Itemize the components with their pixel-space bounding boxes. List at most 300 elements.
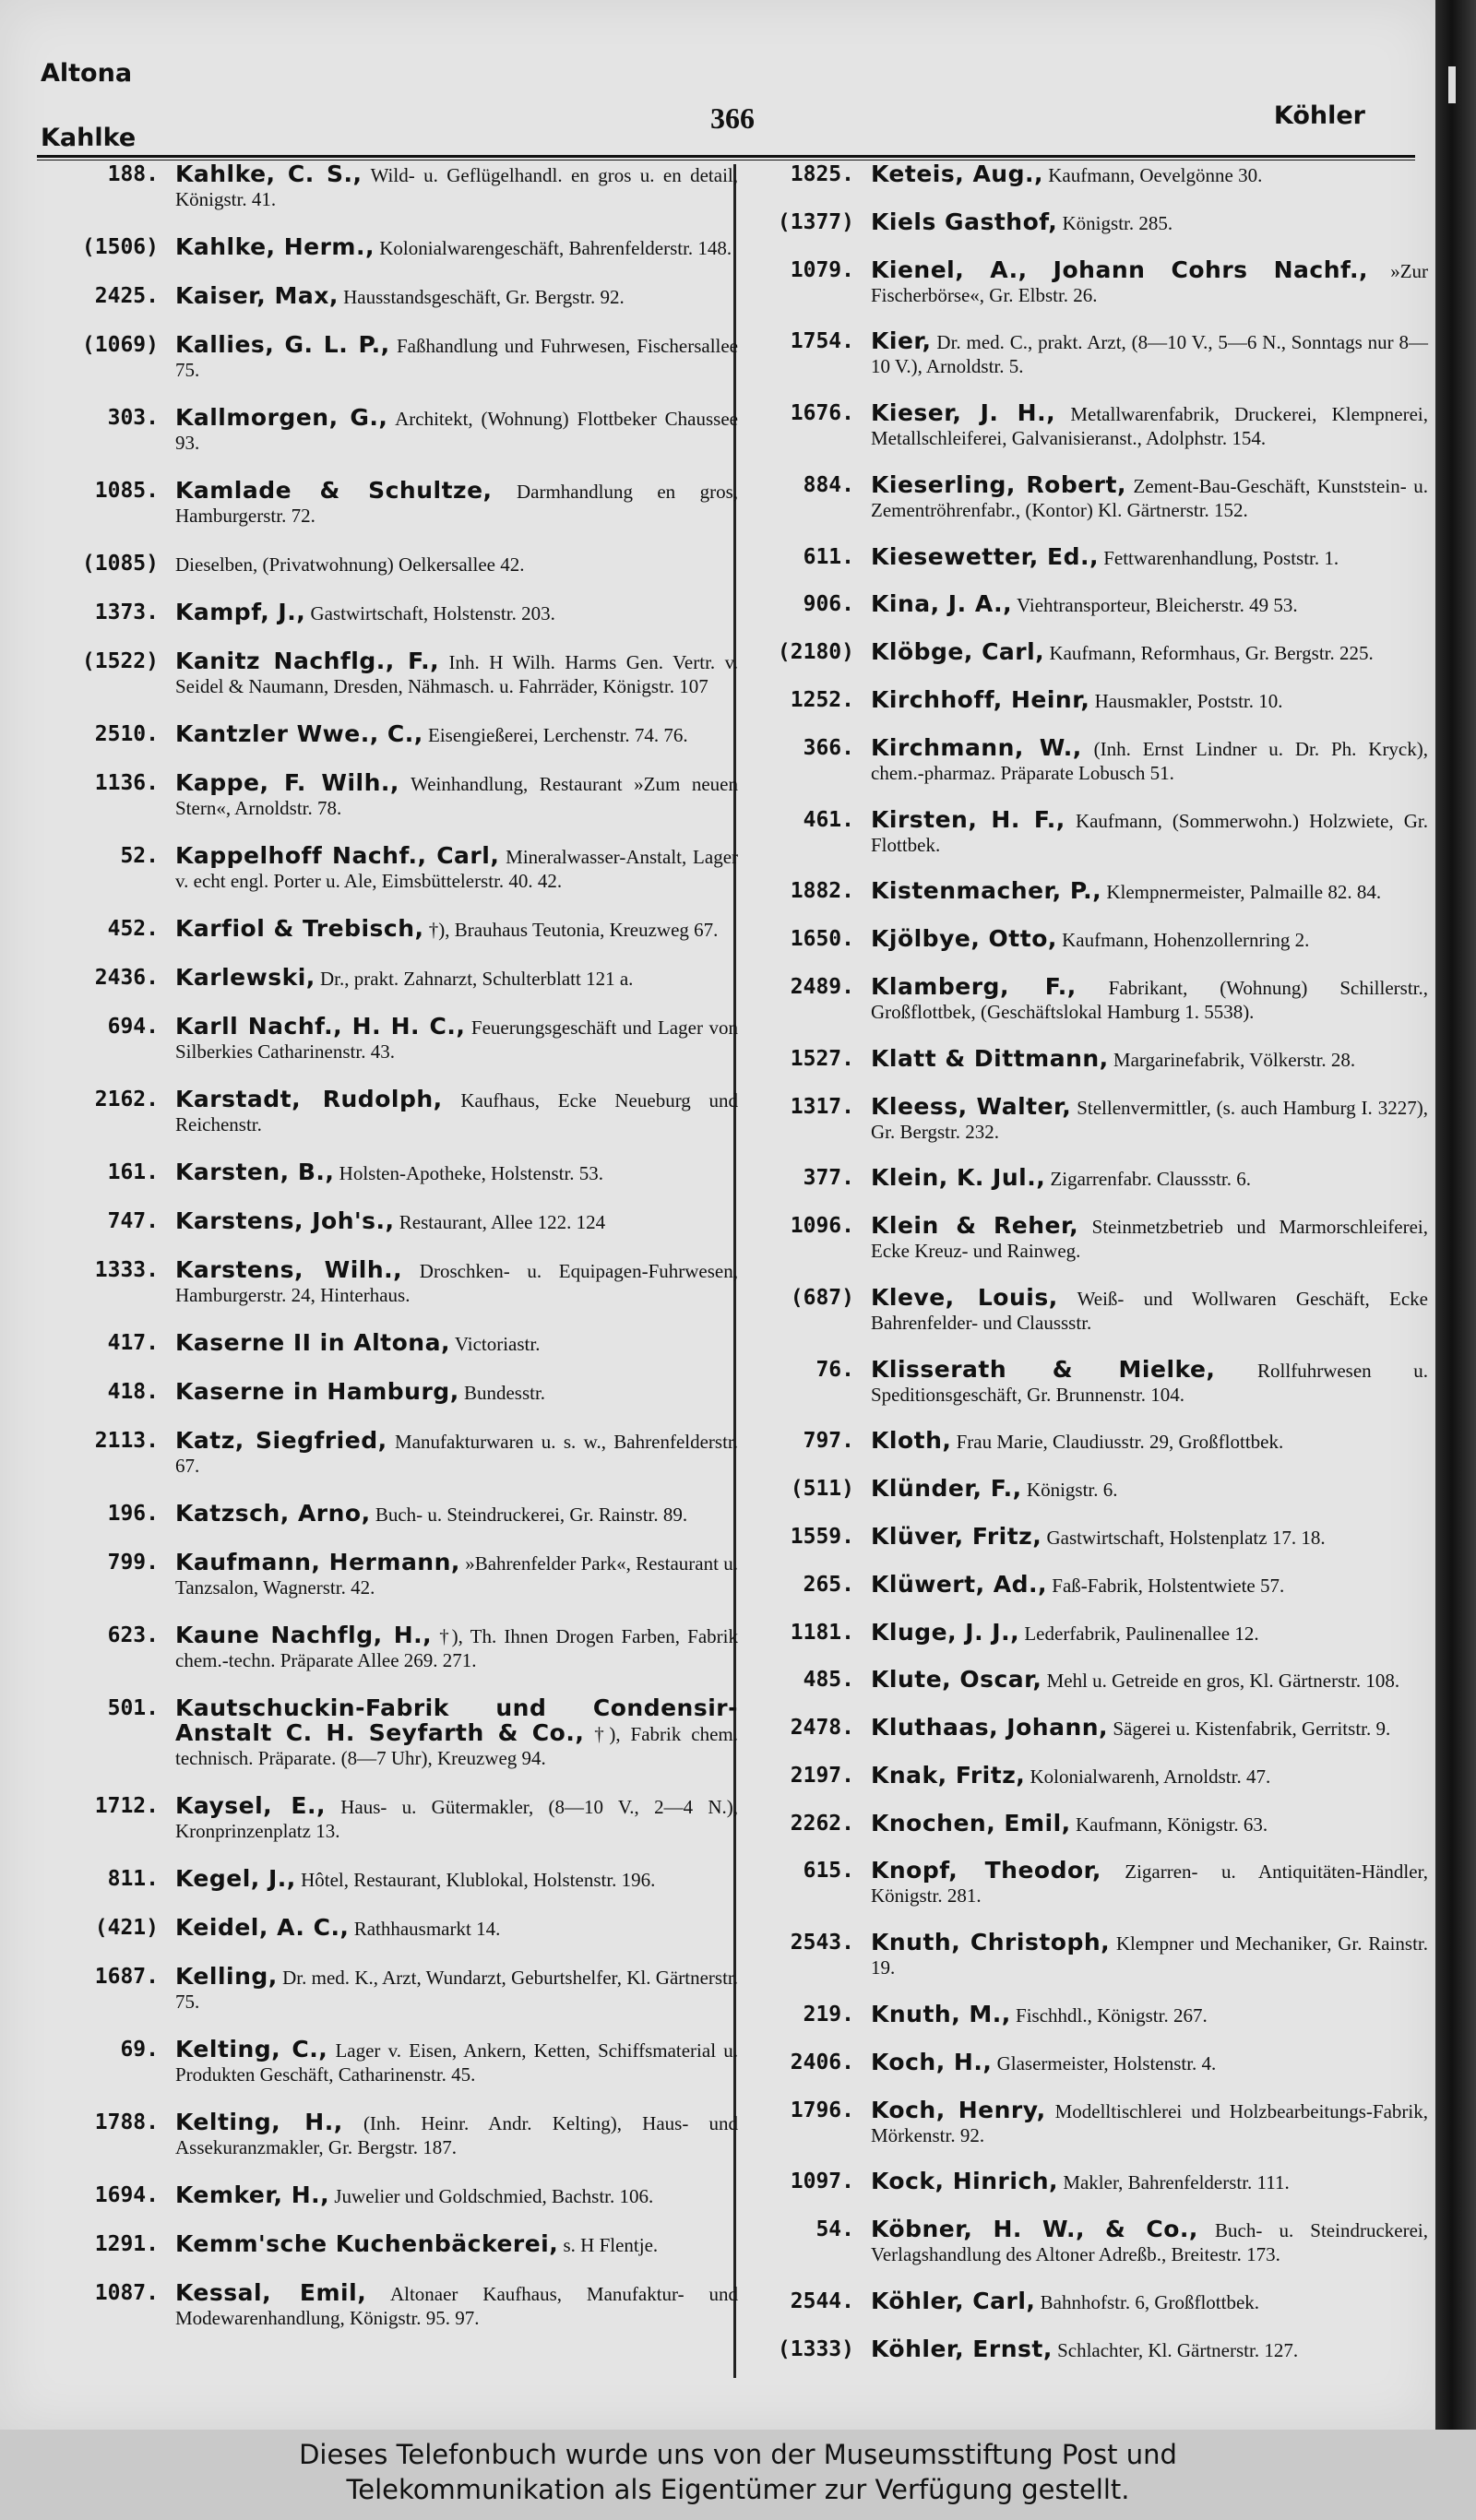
directory-entry [745, 1044, 1428, 1072]
entry-name: Kaserne in Hamburg, [175, 1378, 459, 1405]
phone-number: 69. [120, 2038, 159, 2062]
directory-entry [745, 1716, 1428, 1741]
phone-number: 2197. [790, 1763, 854, 1788]
directory-entry [37, 1015, 738, 1064]
entry-body [175, 2232, 738, 2257]
entry-name: Keidel, A. C., [175, 1914, 350, 1941]
directory-entry [37, 406, 738, 455]
entry-details: Juwelier und Goldschmied, Bachstr. 106. [334, 2185, 654, 2207]
directory-entry [745, 640, 1428, 665]
phone-number: 2113. [94, 1429, 159, 1453]
directory-entry [37, 1623, 738, 1672]
phone-number: 452. [107, 917, 159, 941]
entry-name: Kienel, A., Johann Cohrs Nachf., [871, 256, 1369, 283]
entry-name: Kiesewetter, Ed., [871, 542, 1099, 570]
phone-number: 1136. [94, 771, 159, 795]
entry-name: Karlewski, [175, 964, 315, 991]
entry-details: Frau Marie, Claudiusstr. 29, Großflottbek. [956, 1431, 1284, 1454]
entry-name: Knopf, Theodor, [871, 1857, 1101, 1884]
entry-body [871, 1570, 1428, 1598]
entry-body [175, 649, 738, 698]
entry-name: Kleve, Louis, [871, 1283, 1058, 1311]
entry-body [871, 1761, 1428, 1789]
entry-details: Kaufhaus, Ecke Neueburg und Reichenstr. [175, 1089, 738, 1135]
directory-entry [37, 162, 738, 211]
edge-mark [1448, 66, 1456, 103]
directory-entry [745, 879, 1428, 904]
entry-name: Knuth, M., [871, 2001, 1011, 2027]
directory-entry [745, 2337, 1428, 2362]
footer-line-1: Dieses Telefonbuch wurde uns von der Museumsstiftung Post und [299, 2439, 1177, 2470]
entry-details: Gastwirtschaft, Holstenplatz 17. 18. [1046, 1526, 1326, 1549]
directory-entry [37, 1551, 738, 1599]
entry-body [871, 2003, 1428, 2027]
book-spine-edge [1435, 0, 1476, 2430]
entry-details: Modelltischlerei und Holzbearbeitungs-Fabrik, Mörkenstr. 92. [871, 2099, 1428, 2146]
entry-body [175, 284, 738, 309]
entry-name: Klüwert, Ad., [871, 1570, 1048, 1598]
entry-details: Lederfabrik, Paulinenallee 12. [1024, 1622, 1259, 1645]
phone-number: 2543. [790, 1931, 854, 1955]
entry-name: Karsten, B., [175, 1159, 335, 1185]
phone-number: 1559. [790, 1524, 854, 1549]
directory-entry [37, 1916, 738, 1941]
phone-number: 1527. [790, 1046, 854, 1071]
directory-entry [745, 2098, 1428, 2147]
entry-name: Karstadt, Rudolph, [175, 1086, 443, 1112]
entry-details: Hôtel, Restaurant, Klublokal, Holstenstr. 196. [301, 1869, 656, 1891]
entry-name: Klisserath & Mielke, [871, 1355, 1216, 1383]
entry-body [175, 2038, 738, 2086]
entry-details: (Inh. Ernst Lindner u. Dr. Ph. Kryck), chem.-pharmaz. Präparate Lobusch 51. [871, 737, 1428, 784]
entry-name: Kistenmacher, P., [871, 877, 1102, 905]
phone-number: 1754. [790, 329, 854, 354]
phone-number: 54. [815, 2217, 854, 2242]
phone-number: 1097. [790, 2169, 854, 2194]
entry-details: Restaurant, Allee 122. 124 [399, 1211, 606, 1233]
entry-details: Faßhandlung und Fuhrwesen, Fischersallee 75. [175, 335, 739, 381]
entry-name: Köhler, Ernst, [871, 2335, 1053, 2362]
directory-entry [745, 733, 1428, 785]
entry-details: Buch- u. Steindruckerei, Verlagshandlung des Altoner Adreßb., Breitestr. 173. [871, 2219, 1428, 2266]
phone-number: 196. [107, 1502, 159, 1526]
entry-body [871, 258, 1428, 307]
entry-name: Kallmorgen, G., [175, 404, 388, 431]
entry-name: Kahlke, Herm., [175, 233, 375, 260]
entry-details: Dr. med. K., Arzt, Wundarzt, Geburtshelfer, Kl. Gärtnerstr. 75. [175, 1967, 739, 2013]
phone-number: 1676. [790, 401, 854, 426]
entry-name: Kessal, Emil, [175, 2279, 367, 2306]
entry-details: »Bahrenfelder Park«, Restaurant u. Tanzsalon, Wagnerstr. 42. [175, 1552, 738, 1599]
directory-entry [745, 2217, 1428, 2266]
directory-entry [745, 1166, 1428, 1191]
entry-body [175, 1015, 738, 1064]
entry-name: Knochen, Emil, [871, 1809, 1071, 1837]
entry-body [871, 2289, 1428, 2314]
entry-body [175, 1209, 738, 1234]
phone-number: 2489. [790, 974, 854, 999]
entry-body [175, 1502, 738, 1527]
entry-details: Holsten-Apotheke, Holstenstr. 53. [339, 1162, 604, 1184]
phone-number: 1252. [790, 688, 854, 713]
phone-number: 219. [803, 2003, 854, 2027]
directory-entry [37, 722, 738, 747]
phone-number: 2436. [94, 966, 159, 990]
entry-body [871, 1618, 1428, 1646]
entry-details: Zement-Bau-Geschäft, Kunststein- u. Zementröhrenfabr., (Kontor) Kl. Gärtnerstr. 152. [871, 474, 1428, 521]
phone-number: (1377) [777, 209, 854, 234]
entry-name: Kanitz Nachflg., F., [175, 648, 440, 674]
entry-body [871, 329, 1428, 378]
entry-details: †), Th. Ihnen Drogen Farben, Fabrik chem.-techn. Präparate Allee 269. 271. [175, 1625, 738, 1671]
entry-name: Kallies, G. L. P., [175, 331, 390, 358]
directory-entry [37, 552, 738, 577]
phone-number: 1317. [790, 1094, 854, 1119]
entry-name: Kamlade & Schultze, [175, 477, 493, 504]
entry-body [871, 1522, 1428, 1550]
entry-name: Klöbge, Carl, [871, 638, 1045, 666]
directory-entry [37, 771, 738, 820]
phone-number: 1333. [94, 1258, 159, 1282]
entry-name: Kieserling, Robert, [871, 470, 1126, 498]
entry-details: Kaufmann, (Sommerwohn.) Holzwiete, Gr. Flottbek. [871, 809, 1429, 856]
phone-number: 418. [107, 1380, 159, 1404]
entry-details: †), Fabrik chem. technisch. Präparate. (8—7 Uhr), Kreuzweg 94. [175, 1723, 738, 1769]
entry-body [871, 640, 1428, 665]
directory-entry [37, 479, 738, 528]
entry-body [175, 1429, 738, 1478]
entry-name: Kluthaas, Johann, [871, 1714, 1109, 1741]
entry-name: Kock, Hinrich, [871, 2168, 1059, 2195]
phone-number: 615. [803, 1859, 854, 1884]
entry-details: Zigarrenfabr. Claussstr. 6. [1050, 1168, 1251, 1191]
phone-number: 2425. [94, 284, 159, 308]
entry-name: Kleess, Walter, [871, 1092, 1072, 1120]
directory-entry [745, 1283, 1429, 1335]
entry-body [175, 1160, 738, 1185]
entry-body [871, 210, 1428, 235]
entry-name: Koch, Henry, [871, 2096, 1046, 2123]
entry-name: Kegel, J., [175, 1865, 296, 1892]
entry-body [175, 1794, 738, 1843]
directory-entry [37, 1209, 738, 1234]
phone-number: 1085. [94, 479, 159, 503]
entry-body [175, 600, 738, 625]
entry-details: †), Brauhaus Teutonia, Kreuzweg 67. [428, 919, 719, 941]
entry-name: Klamberg, F., [871, 972, 1077, 1000]
entry-body [175, 1916, 738, 1941]
entry-details: Victoriastr. [454, 1333, 541, 1355]
entry-name: Kloth, [871, 1427, 952, 1455]
entry-body [175, 162, 738, 211]
directory-entry [37, 1867, 738, 1892]
entry-details: Kaufmann, Reformhaus, Gr. Bergstr. 225. [1049, 642, 1374, 665]
directory-entry [37, 284, 738, 309]
entry-details: (Inh. Heinr. Andr. Kelting), Haus- und Assekuranzmakler, Gr. Bergstr. 187. [175, 2112, 739, 2158]
entry-details: Darmhandlung en gros, Hamburgerstr. 72. [175, 481, 738, 527]
entry-body [175, 2281, 738, 2330]
phone-number: 377. [803, 1166, 854, 1191]
directory-entry [37, 1331, 738, 1356]
directory-entry [745, 1618, 1428, 1646]
directory-entry [37, 917, 738, 942]
directory-entry [745, 1668, 1428, 1693]
entry-name: Kelling, [175, 1963, 278, 1990]
entry-name: Kemker, H., [175, 2181, 330, 2208]
entry-name: Kappelhoff Nachf., Carl, [175, 842, 500, 869]
entry-name: Kier, [871, 327, 932, 355]
phone-number: 265. [803, 1572, 854, 1597]
entry-details: Dr., prakt. Zahnarzt, Schulterblatt 121 a. [320, 968, 634, 990]
phone-number: 1087. [94, 2281, 159, 2305]
entry-name: Kahlke, C. S., [175, 160, 363, 187]
directory-entry [745, 1429, 1428, 1454]
entry-details: Buch- u. Steindruckerei, Gr. Rainstr. 89. [375, 1504, 688, 1526]
directory-entry [745, 805, 1429, 857]
entry-details: Eisengießerei, Lerchenstr. 74. 76. [428, 724, 688, 746]
directory-entry [37, 966, 738, 991]
directory-entry [745, 1809, 1428, 1837]
directory-entry [745, 927, 1428, 952]
entry-name: Knak, Fritz, [871, 1761, 1026, 1789]
entry-name: Kiels Gasthof, [871, 208, 1058, 235]
entry-details: Klempner und Mechaniker, Gr. Rainstr. 19. [871, 1932, 1428, 1979]
directory-entry [37, 649, 738, 698]
entry-details: Sägerei u. Kistenfabrik, Gerritstr. 9. [1113, 1718, 1391, 1741]
entry-name: Kantzler Wwe., C., [175, 720, 423, 747]
phone-number: 2478. [790, 1716, 854, 1741]
entry-name: Karstens, Joh's., [175, 1207, 395, 1234]
phone-number: 461. [803, 807, 854, 832]
entry-details: Hausmakler, Poststr. 10. [1094, 690, 1283, 713]
phone-number: (2180) [777, 640, 854, 665]
phone-number: (1333) [777, 2336, 854, 2361]
entry-body [175, 1867, 738, 1892]
directory-entry [745, 1355, 1429, 1407]
phone-number: 417. [107, 1331, 159, 1355]
entry-body [871, 927, 1428, 952]
directory-entry [37, 2281, 738, 2330]
entry-name: Kaserne II in Altona, [175, 1329, 450, 1356]
phone-number: (511) [790, 1477, 854, 1502]
directory-entry [37, 1088, 738, 1136]
directory-entry [37, 2110, 738, 2159]
entry-details: Droschken- u. Equipagen-Fuhrwesen, Hamburgerstr. 24, Hinterhaus. [175, 1260, 739, 1306]
entry-body [871, 401, 1428, 450]
entry-name: Kelting, H., [175, 2109, 343, 2135]
entry-name: Katzsch, Arno, [175, 1500, 371, 1527]
entry-body [871, 1283, 1429, 1335]
entry-name: Klatt & Dittmann, [871, 1044, 1109, 1072]
entry-body [871, 1214, 1428, 1263]
phone-number: (1069) [81, 333, 159, 357]
entry-name: Klein & Reher, [871, 1212, 1079, 1240]
entry-details: Bundesstr. [463, 1382, 546, 1404]
directory-entry [37, 1794, 738, 1843]
directory-entry [745, 1761, 1428, 1789]
entry-name: Karfiol & Trebisch, [175, 915, 424, 942]
entry-name: Köhler, Carl, [871, 2287, 1036, 2314]
phone-number: 501. [107, 1696, 159, 1720]
entry-body [175, 771, 738, 820]
phone-number: 2544. [790, 2288, 854, 2313]
entry-body [175, 844, 738, 893]
entry-details: Kaufmann, Oevelgönne 30. [1048, 164, 1263, 186]
entry-details: Schlachter, Kl. Gärtnerstr. 127. [1057, 2338, 1299, 2361]
directory-entry [37, 1258, 738, 1307]
directory-entry [745, 1931, 1428, 1979]
entry-details: Altonaer Kaufhaus, Manufaktur- und Modewarenhandlung, Königstr. 95. 97. [175, 2283, 738, 2329]
directory-entry [745, 972, 1428, 1024]
entry-name: Kaufmann, Hermann, [175, 1549, 460, 1575]
right-column [745, 162, 1428, 2395]
entry-body [871, 1355, 1429, 1407]
directory-entry [37, 1696, 738, 1770]
phone-number: 366. [803, 735, 854, 760]
entry-details: Stellenvermittler, (s. auch Hamburg I. 3227), Gr. Bergstr. 232. [871, 1096, 1429, 1143]
entry-details: Wild- u. Geflügelhandl. en gros u. en detail, Königstr. 41. [175, 164, 738, 210]
entry-body [871, 1859, 1428, 1908]
entry-body [871, 2337, 1428, 2362]
entry-details: Königstr. 6. [1026, 1479, 1118, 1502]
phone-number: 811. [107, 1867, 159, 1891]
entry-details: Weiß- und Wollwaren Geschäft, Ecke Bahrenfelder- und Claussstr. [871, 1287, 1429, 1334]
entry-details: Kaufmann, Hohenzollernring 2. [1062, 929, 1310, 952]
entry-body [871, 542, 1428, 570]
entry-details: Metallwarenfabrik, Druckerei, Klempnerei, Metallschleiferei, Galvanisieranst., Adolphstr. 154. [871, 403, 1428, 450]
directory-entry [745, 210, 1428, 235]
phone-number: 188. [107, 162, 159, 186]
entry-body [871, 1044, 1428, 1072]
phone-number: 1882. [790, 879, 854, 904]
entry-body [871, 162, 1428, 187]
entry-details: Kaufmann, Königstr. 63. [1075, 1813, 1268, 1836]
entry-body [871, 805, 1429, 857]
entry-details: »Zur Fischerbörse«, Gr. Elbstr. 26. [871, 259, 1429, 306]
phone-number: 1694. [94, 2183, 159, 2207]
entry-body [175, 1551, 738, 1599]
phone-number: 1291. [94, 2232, 159, 2256]
phone-number: (687) [790, 1285, 854, 1310]
entry-details: Fettwarenhandlung, Poststr. 1. [1103, 546, 1339, 569]
directory-entry [37, 1380, 738, 1405]
entry-details: Fabrikant, (Wohnung) Schillerstr., Großflottbek, (Geschäftslokal Hamburg 1. 5538). [871, 976, 1428, 1023]
phone-number: 2162. [94, 1088, 159, 1111]
entry-details: Dr. med. C., prakt. Arzt, (8—10 V., 5—6 N., Sonntags nur 8—10 V.), Arnoldstr. 5. [871, 331, 1428, 378]
entry-body [175, 1623, 738, 1672]
entry-name: Kampf, J., [175, 599, 306, 625]
directory-entry [745, 1477, 1428, 1502]
left-column [37, 162, 738, 2395]
phone-number: 1096. [790, 1214, 854, 1239]
directory-entry [745, 2289, 1428, 2314]
directory-entry [745, 258, 1428, 307]
header-last-entry: Köhler [1273, 101, 1365, 130]
entry-details: Feuerungsgeschäft und Lager von Silberkies Catharinenstr. 43. [175, 1016, 739, 1063]
directory-entry [745, 1570, 1428, 1598]
entry-details: Mineralwasser-Anstalt, Lager v. echt engl. Porter u. Ale, Eimsbüttelerstr. 40. 42. [175, 846, 739, 892]
directory-entry [745, 688, 1428, 713]
entry-body [871, 972, 1428, 1024]
entry-body [871, 470, 1428, 522]
directory-entry [745, 542, 1428, 570]
entry-details: Fischhdl., Königstr. 267. [1016, 2004, 1208, 2027]
entry-body [871, 1668, 1428, 1693]
entry-body [871, 2098, 1428, 2147]
phone-number: 1650. [790, 927, 854, 952]
entry-details: Steinmetzbetrieb und Marmorschleiferei, Ecke Kreuz- und Rainweg. [871, 1216, 1429, 1263]
entry-name: Kieser, J. H., [871, 399, 1056, 427]
directory-entry [745, 1092, 1429, 1144]
entry-details: Kolonialwarenh, Arnoldstr. 47. [1030, 1765, 1271, 1788]
phone-number: 1079. [790, 257, 854, 282]
entry-name: Klute, Oscar, [871, 1666, 1042, 1694]
entry-details: Lager v. Eisen, Ankern, Ketten, Schiffsmaterial u. Produkten Geschäft, Catharinenstr. 45. [175, 2039, 739, 2086]
entry-name: Kappe, F. Wilh., [175, 769, 399, 796]
entry-body [175, 966, 738, 991]
entry-details: Rollfuhrwesen u. Speditionsgeschäft, Gr. Brunnenstr. 104. [871, 1359, 1429, 1406]
phone-number: 747. [107, 1209, 159, 1233]
entry-body [175, 1088, 738, 1136]
entry-body [175, 406, 738, 455]
entry-details: Gastwirtschaft, Holstenstr. 203. [310, 602, 555, 624]
directory-entry [745, 470, 1428, 522]
phone-number: 799. [107, 1551, 159, 1575]
entry-details: Hausstandsgeschäft, Gr. Bergstr. 92. [343, 286, 625, 308]
entry-details: Bahnhofstr. 6, Großflottbek. [1040, 2290, 1260, 2313]
directory-entry [745, 1522, 1428, 1550]
entry-name: Kina, J. A., [871, 590, 1013, 618]
directory-entry [37, 2183, 738, 2208]
phone-number: (421) [94, 1916, 159, 1940]
entry-body [871, 1166, 1428, 1191]
footer-notice [0, 2430, 1476, 2520]
entry-name: Keteis, Aug., [871, 160, 1043, 187]
entry-name: Klein, K. Jul., [871, 1164, 1046, 1192]
directory-entry [745, 2169, 1428, 2194]
entry-details: Kolonialwarengeschäft, Bahrenfelderstr. 148. [379, 237, 732, 259]
entry-name: Kirchmann, W., [871, 733, 1082, 761]
entry-body [175, 1965, 738, 2014]
phone-number: 623. [107, 1623, 159, 1647]
entry-name: Kaiser, Max, [175, 282, 339, 309]
entry-body [871, 2217, 1428, 2266]
entry-details: Manufakturwaren u. s. w., Bahrenfelderstr. 67. [175, 1431, 739, 1477]
entry-name: Katz, Siegfried, [175, 1427, 387, 1454]
entry-body [871, 1429, 1428, 1454]
phone-number: 1181. [790, 1620, 854, 1645]
entry-body [871, 1716, 1428, 1741]
entry-details: Glasermeister, Holstenstr. 4. [996, 2051, 1217, 2074]
directory-entry [37, 235, 738, 260]
entry-body [871, 688, 1428, 713]
directory-entry [37, 1502, 738, 1527]
entry-details: Makler, Bahrenfelderstr. 111. [1063, 2171, 1290, 2194]
entry-details: Faß-Fabrik, Holstentwiete 57. [1052, 1574, 1285, 1597]
phone-number: 2510. [94, 722, 159, 746]
phone-number: 2262. [790, 1811, 854, 1836]
phone-number: 161. [107, 1160, 159, 1184]
entry-body [175, 2110, 738, 2159]
entry-body [871, 1092, 1429, 1144]
phone-number: 906. [803, 592, 854, 617]
entry-body [175, 2183, 738, 2208]
directory-entry [745, 592, 1428, 617]
entry-details: s. H Flentje. [563, 2234, 659, 2256]
entry-name: Kautschuckin-Fabrik und Condensir-Anstalt C. H. Seyfarth & Co., [175, 1694, 738, 1746]
entry-body [175, 917, 738, 942]
entry-name: Koch, H., [871, 2048, 993, 2075]
